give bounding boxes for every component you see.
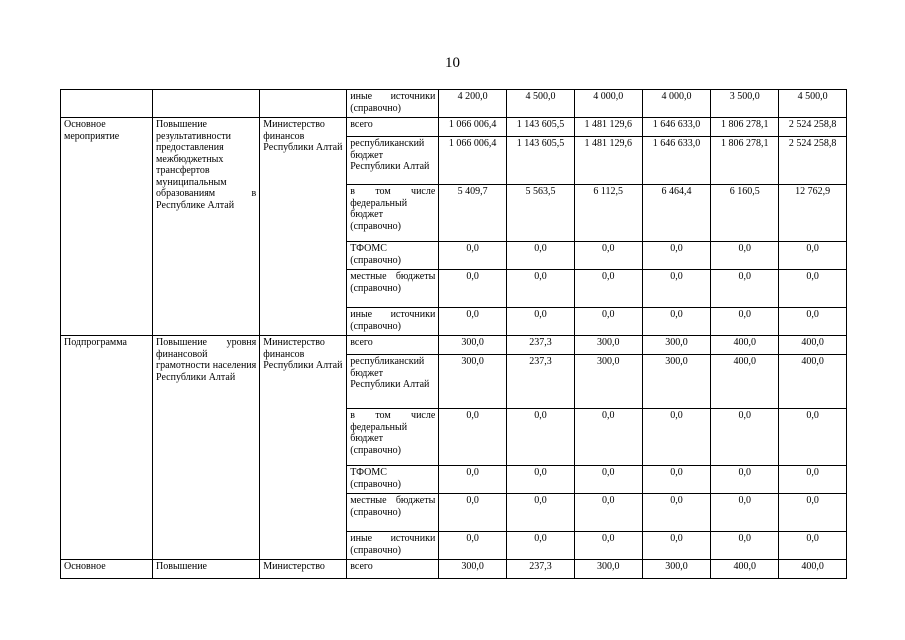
value-cell: 0,0 bbox=[642, 532, 711, 560]
funding-source-cell: всего bbox=[347, 560, 439, 579]
value-cell: 0,0 bbox=[642, 270, 711, 308]
value-cell: 0,0 bbox=[779, 242, 847, 270]
value-cell: 12 762,9 bbox=[779, 185, 847, 242]
value-cell: 0,0 bbox=[574, 308, 642, 336]
funding-source-cell: иные источники (справочно) bbox=[347, 90, 439, 118]
value-cell: 4 200,0 bbox=[439, 90, 507, 118]
value-cell: 0,0 bbox=[642, 466, 711, 494]
value-cell: 0,0 bbox=[439, 466, 507, 494]
table-row bbox=[61, 336, 847, 355]
value-cell: 0,0 bbox=[439, 494, 507, 532]
responsible-cell: Министерство bbox=[260, 560, 347, 579]
value-cell: 400,0 bbox=[779, 560, 847, 579]
funding-source-cell: ТФОМС (справочно) bbox=[347, 242, 439, 270]
value-cell: 6 112,5 bbox=[574, 185, 642, 242]
value-cell: 0,0 bbox=[642, 308, 711, 336]
value-cell: 300,0 bbox=[574, 336, 642, 355]
value-cell: 300,0 bbox=[642, 336, 711, 355]
value-cell: 400,0 bbox=[711, 560, 779, 579]
funding-source-cell: всего bbox=[347, 336, 439, 355]
value-cell: 4 000,0 bbox=[574, 90, 642, 118]
page-number: 10 bbox=[445, 55, 460, 71]
responsible-cell: Министерство финансов Республики Алтай bbox=[260, 118, 347, 336]
value-cell: 4 500,0 bbox=[507, 90, 575, 118]
value-cell: 0,0 bbox=[711, 466, 779, 494]
value-cell: 400,0 bbox=[779, 355, 847, 409]
responsible-cell: Министерство финансов Республики Алтай bbox=[260, 336, 347, 560]
value-cell: 1 066 006,4 bbox=[439, 118, 507, 137]
value-cell: 2 524 258,8 bbox=[779, 118, 847, 137]
value-cell: 0,0 bbox=[779, 532, 847, 560]
value-cell: 0,0 bbox=[507, 466, 575, 494]
value-cell: 6 464,4 bbox=[642, 185, 711, 242]
value-cell: 0,0 bbox=[711, 308, 779, 336]
value-cell: 0,0 bbox=[439, 270, 507, 308]
value-cell: 0,0 bbox=[642, 409, 711, 466]
value-cell: 0,0 bbox=[642, 242, 711, 270]
value-cell: 5 563,5 bbox=[507, 185, 575, 242]
value-cell: 237,3 bbox=[507, 560, 575, 579]
table-row bbox=[61, 90, 847, 118]
value-cell: 1 481 129,6 bbox=[574, 137, 642, 185]
funding-source-cell: местные бюджеты (справочно) bbox=[347, 494, 439, 532]
item-type-cell: Подпрограмма bbox=[61, 336, 153, 560]
value-cell: 0,0 bbox=[507, 270, 575, 308]
item-name-cell bbox=[153, 90, 260, 118]
budget-table-body bbox=[61, 90, 847, 579]
funding-source-cell: в том числе федеральный бюджет (справочно) bbox=[347, 185, 439, 242]
value-cell: 300,0 bbox=[574, 355, 642, 409]
value-cell: 300,0 bbox=[439, 560, 507, 579]
item-name-cell: Повышение bbox=[153, 560, 260, 579]
value-cell: 0,0 bbox=[779, 494, 847, 532]
value-cell: 300,0 bbox=[439, 336, 507, 355]
value-cell: 3 500,0 bbox=[711, 90, 779, 118]
value-cell: 237,3 bbox=[507, 355, 575, 409]
item-type-cell: Основное bbox=[61, 560, 153, 579]
value-cell: 0,0 bbox=[711, 494, 779, 532]
value-cell: 0,0 bbox=[574, 532, 642, 560]
value-cell: 0,0 bbox=[439, 532, 507, 560]
funding-source-cell: республиканский бюджет Республики Алтай bbox=[347, 355, 439, 409]
value-cell: 0,0 bbox=[574, 270, 642, 308]
value-cell: 0,0 bbox=[711, 270, 779, 308]
value-cell: 6 160,5 bbox=[711, 185, 779, 242]
value-cell: 1 646 633,0 bbox=[642, 118, 711, 137]
value-cell: 4 000,0 bbox=[642, 90, 711, 118]
value-cell: 0,0 bbox=[711, 532, 779, 560]
item-name-cell: Повышение уровня финансовой грамотности населения Республики Алтай bbox=[153, 336, 260, 560]
value-cell: 300,0 bbox=[439, 355, 507, 409]
value-cell: 2 524 258,8 bbox=[779, 137, 847, 185]
value-cell: 1 066 006,4 bbox=[439, 137, 507, 185]
value-cell: 0,0 bbox=[439, 308, 507, 336]
value-cell: 300,0 bbox=[574, 560, 642, 579]
value-cell: 0,0 bbox=[507, 494, 575, 532]
value-cell: 1 143 605,5 bbox=[507, 118, 575, 137]
value-cell: 0,0 bbox=[574, 494, 642, 532]
value-cell: 1 646 633,0 bbox=[642, 137, 711, 185]
value-cell: 4 500,0 bbox=[779, 90, 847, 118]
value-cell: 0,0 bbox=[574, 242, 642, 270]
value-cell: 237,3 bbox=[507, 336, 575, 355]
item-type-cell: Основное мероприятие bbox=[61, 118, 153, 336]
value-cell: 0,0 bbox=[642, 494, 711, 532]
value-cell: 0,0 bbox=[507, 532, 575, 560]
responsible-cell bbox=[260, 90, 347, 118]
value-cell: 0,0 bbox=[439, 409, 507, 466]
value-cell: 0,0 bbox=[711, 409, 779, 466]
value-cell: 0,0 bbox=[779, 270, 847, 308]
value-cell: 0,0 bbox=[507, 242, 575, 270]
value-cell: 400,0 bbox=[711, 336, 779, 355]
value-cell: 0,0 bbox=[439, 242, 507, 270]
value-cell: 5 409,7 bbox=[439, 185, 507, 242]
value-cell: 0,0 bbox=[711, 242, 779, 270]
funding-source-cell: всего bbox=[347, 118, 439, 137]
funding-source-cell: республиканский бюджет Республики Алтай bbox=[347, 137, 439, 185]
value-cell: 1 143 605,5 bbox=[507, 137, 575, 185]
value-cell: 0,0 bbox=[574, 466, 642, 494]
funding-source-cell: иные источники (справочно) bbox=[347, 308, 439, 336]
value-cell: 0,0 bbox=[779, 409, 847, 466]
funding-source-cell: ТФОМС (справочно) bbox=[347, 466, 439, 494]
value-cell: 1 481 129,6 bbox=[574, 118, 642, 137]
budget-table bbox=[60, 89, 847, 579]
item-name-cell: Повышение результативности предоставления межбюджетных трансфертов муниципальным образованиям в Республике Алтай bbox=[153, 118, 260, 336]
value-cell: 1 806 278,1 bbox=[711, 118, 779, 137]
value-cell: 0,0 bbox=[779, 308, 847, 336]
value-cell: 0,0 bbox=[507, 409, 575, 466]
table-row bbox=[61, 118, 847, 137]
value-cell: 0,0 bbox=[779, 466, 847, 494]
funding-source-cell: местные бюджеты (справочно) bbox=[347, 270, 439, 308]
table-row bbox=[61, 560, 847, 579]
value-cell: 300,0 bbox=[642, 355, 711, 409]
funding-source-cell: иные источники (справочно) bbox=[347, 532, 439, 560]
value-cell: 1 806 278,1 bbox=[711, 137, 779, 185]
funding-source-cell: в том числе федеральный бюджет (справочно) bbox=[347, 409, 439, 466]
item-type-cell bbox=[61, 90, 153, 118]
value-cell: 0,0 bbox=[574, 409, 642, 466]
value-cell: 300,0 bbox=[642, 560, 711, 579]
value-cell: 400,0 bbox=[711, 355, 779, 409]
value-cell: 400,0 bbox=[779, 336, 847, 355]
value-cell: 0,0 bbox=[507, 308, 575, 336]
